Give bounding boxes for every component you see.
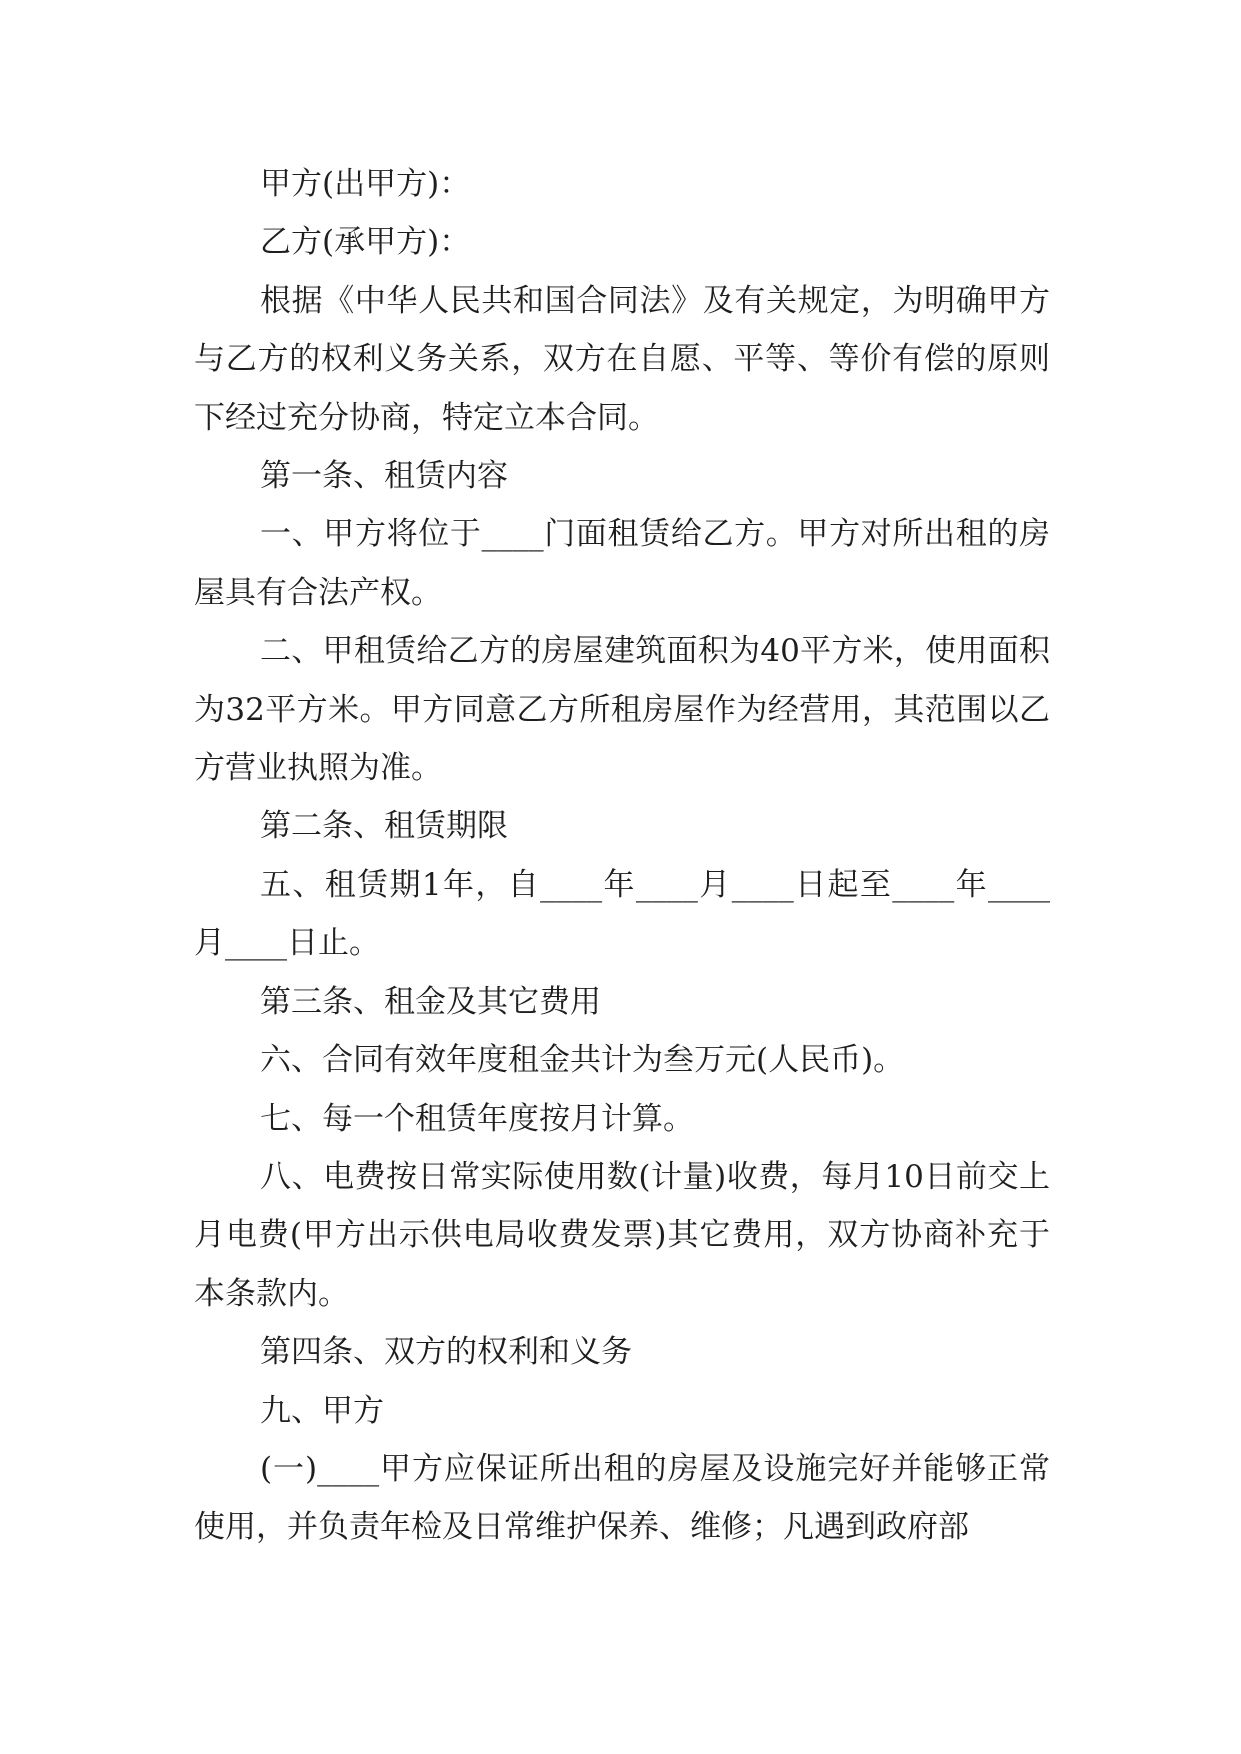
clause-6-paragraph: 六、合同有效年度租金共计为叁万元(人民币)。 bbox=[260, 1042, 905, 1079]
party-b-line: 乙方(承甲方)： bbox=[260, 224, 471, 261]
clause-2-paragraph: 二、甲租赁给乙方的房屋建筑面积为40平方米，使用面积为32平方米。甲方同意乙方所租房屋作为经营用，其范围以乙方营业执照为准。 bbox=[194, 633, 1050, 787]
article-3-heading: 第三条、租金及其它费用 bbox=[260, 983, 601, 1020]
clause-8-paragraph: 八、电费按日常实际使用数(计量)收费，每月10日前交上月电费(甲方出示供电局收费发票)其它费用，双方协商补充于本条款内。 bbox=[194, 1158, 1050, 1312]
preamble-paragraph: 根据《中华人民共和国合同法》及有关规定，为明确甲方与乙方的权利义务关系，双方在自愿、平等、等价有偿的原则下经过充分协商，特定立本合同。 bbox=[194, 282, 1050, 436]
clause-5-paragraph: 五、租赁期1年，自____年____月____日起至____年____月____日止。 bbox=[194, 866, 1050, 962]
article-2-heading: 第二条、租赁期限 bbox=[260, 808, 508, 845]
clause-9-1-paragraph: (一)____甲方应保证所出租的房屋及设施完好并能够正常使用，并负责年检及日常维护保养、维修；凡遇到政府部 bbox=[194, 1450, 1050, 1546]
clause-9-heading: 九、甲方 bbox=[260, 1392, 384, 1429]
party-a-line: 甲方(出甲方)： bbox=[260, 166, 471, 202]
clause-7-paragraph: 七、每一个租赁年度按月计算。 bbox=[260, 1100, 694, 1137]
clause-1-paragraph: 一、甲方将位于____门面租赁给乙方。甲方对所出租的房屋具有合法产权。 bbox=[194, 516, 1050, 611]
article-4-heading: 第四条、双方的权利和义务 bbox=[260, 1334, 632, 1371]
article-1-heading: 第一条、租赁内容 bbox=[260, 458, 508, 495]
document-body bbox=[194, 155, 1050, 1557]
